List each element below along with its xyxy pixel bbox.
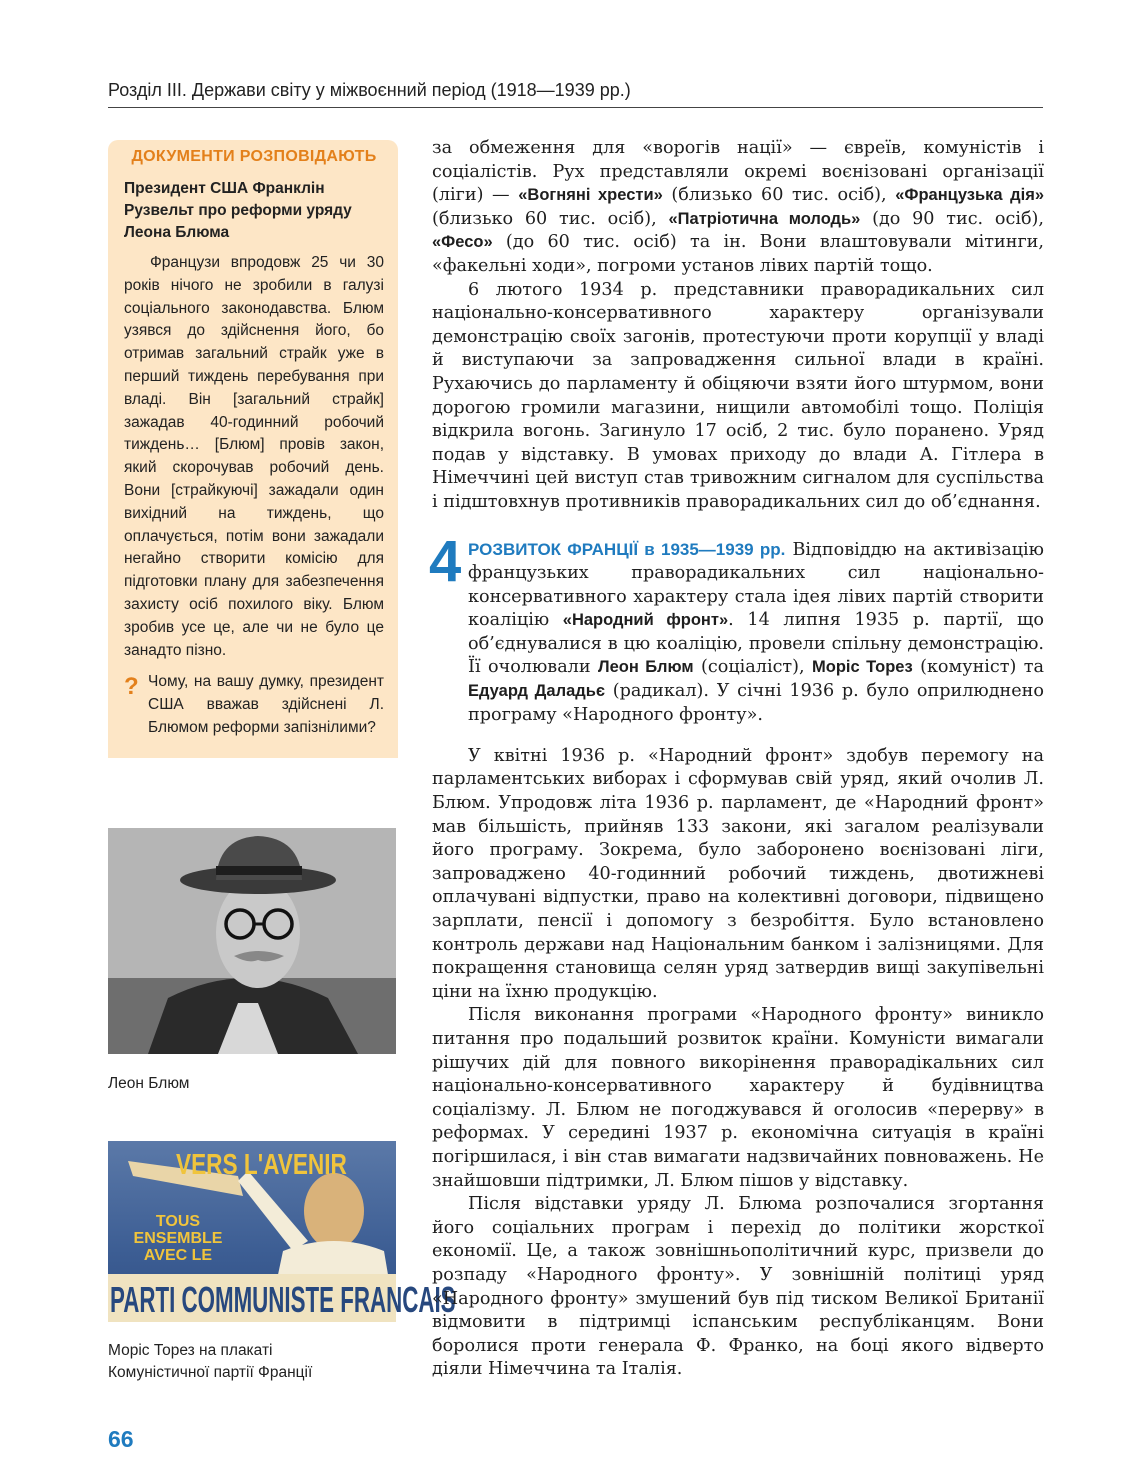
term-popular-front: «Народний фронт» — [562, 611, 729, 630]
section-title: РОЗВИТОК ФРАНЦІЇ в 1935—1939 рр. — [468, 539, 786, 559]
paragraph-after-program: Після виконання програми «Народного фронту» виникло питання про подальший розвиток країни. Комуністи вимагали рішучих дій для повного викорінення праворадікальних сил національно-консервативного характеру й будівництва соціалізму. Л. Блюм не погоджувався й оголосив «перерву» в реформах. У середині 1937 р. економічна ситуація в країні погіршилася, і він став вимагати надзвичайних повноважень. Не знайшовши підтримки, Л. Блюм пішов у відставку. — [432, 1005, 1044, 1191]
sidebar-title: Президент США Франклін Рузвельт про реформи уряду Леона Блюма — [124, 180, 352, 241]
caption-line-2: Комуністичної партії Франції — [108, 1364, 313, 1381]
caption-line-1: Моріс Торез на плакаті — [108, 1342, 273, 1359]
term-action-francaise: «Французька дія» — [895, 186, 1044, 205]
question-block — [124, 671, 384, 739]
poster-slogan-top: VERS L'AVENIR — [176, 1149, 347, 1181]
main-text-column — [429, 137, 1044, 1382]
section-number: 4 — [429, 528, 462, 594]
question-icon: ? — [124, 673, 139, 701]
page-number: 66 — [108, 1426, 134, 1452]
documents-sidebar — [108, 140, 398, 758]
photo-caption-blum: Леон Блюм — [108, 1075, 190, 1092]
term-leon-blum: Леон Блюм — [598, 658, 694, 677]
term-croix-de-feu: «Вогняні хрести» — [518, 186, 663, 205]
section-4-intro: РОЗВИТОК ФРАНЦІЇ в 1935—1939 рр. Відповіддю на активізацію французьких праворадикальних сил національно-консервативного характеру стала ідея лівих партій створити коаліцію «Народний фронт». 14 липня 1935 р. партії, що об’єднувалися в цю коаліцію, провели спільну демонстрацію. Її очолювали Леон Блюм (соціаліст), Моріс Торез (комуніст) та Едуард Даладьє (радикал). У січні 1936 р. було оприлюднено програму «Народного фронту». — [468, 539, 1044, 725]
paragraph-leagues: за обмеження для «ворогів нації» — євреїв, комуністів і соціалістів. Рух представляли окремі воєнізовані організації (ліги) — «Вогняні хрести» (близько 60 тис. осіб), «Французька дія» (близько 60 тис. осіб), «Патріотична молодь» (до 90 тис. осіб), «Фесо» (до 60 тис. осіб) та ін. Вони влаштовували мітинги, «факельні ходи», погроми установ лівих партій тощо. — [432, 138, 1044, 276]
paragraph-after-resignation: Після відставки уряду Л. Блюма розпочалися згортання його соціальних програм і перехід до політики жорсткої економії. Це, а також зовнішньополітичний курс, призвели до розпаду «Народного фронту». У зовнішній політиці уряд «Народного фронту» змушений був під тиском Великої Британії відмовити в підтримці іспанським республіканцям. Вони боролися проти генерала Ф. Франко, на боці якого відверто діяли Німеччина та Італія. — [432, 1194, 1044, 1380]
paragraph-february-1934: 6 лютого 1934 р. представники праворадикальних сил національно-консервативного характеру організували демонстрацію своїх загонів, протестуючи проти корупції у владі й виступаючи за запровадження сильної влади в країні. Рухаючись до парламенту й обіцяючи взяти його штурмом, вони дорогою громили магазини, нищили автомобілі тощо. Поліція відкрила вогонь. Загинуло 17 осіб, 2 тис. було поранено. Уряд подав у відставку. В умовах приходу до влади А. Гітлера в Німеччині цей виступ став тривожним сигналом для суспільства і підштовхнув противників праворадикальних сил до об’єднання. — [432, 279, 1044, 512]
sidebar-quote: Французи впродовж 25 чи 30 років нічого не зробили в галузі соціального законодавства. Блюм узявся до здійснення його, бо отримав загальний страйк уже в перший тиждень перебування при владі. Він [загальний страйк] зажадав 40-годинний робочий тиждень… [Блюм] провів закон, який скорочував робочий день. Вони [страйкуючі] зажадали один вихідний на тиждень, що оплачується, потім вони зажадали негайно створити комісію для підготовки плану для забезпечення захисту осіб похилого віку. Блюм зробив усе це, але чи не було це занадто пізно. — [124, 254, 384, 659]
section-4 — [429, 528, 1044, 728]
term-patriotic-youth: «Патріотична молодь» — [668, 209, 861, 228]
running-header: Розділ III. Держави світу у міжвоєнний період (1918—1939 рр.) — [108, 80, 631, 100]
term-faisceau: «Фесо» — [432, 233, 493, 252]
term-edouard-daladier: Едуард Даладьє — [468, 682, 605, 701]
portrait-illustration — [108, 828, 396, 1054]
photo-caption-thorez — [108, 1340, 312, 1384]
poster-slogan-middle: TOUS ENSEMBLE AVEC LE — [133, 1213, 223, 1264]
leon-blum-photo — [108, 828, 396, 1054]
header-rule — [108, 107, 1043, 108]
thorez-poster-image — [108, 1141, 456, 1322]
poster-slogan-bottom: PARTI COMMUNISTE FRANCAIS — [110, 1279, 456, 1320]
question-text: Чому, на вашу думку, президент США вважав здійснені Л. Блюмом реформи запізнілими? — [148, 673, 384, 736]
sidebar-heading: ДОКУМЕНТИ РОЗПОВІДАЮТЬ — [131, 148, 377, 165]
term-maurice-thorez: Моріс Торез — [812, 658, 913, 677]
paragraph-april-1936: У квітні 1936 р. «Народний фронт» здобув перемогу на парламентських виборах і сформував свій уряд, який очолив Л. Блюм. Упродовж літа 1936 р. парламент, де «Народний фронт» мав більшість, прийняв 133 закони, які загалом реалізували його програму. Зокрема, було заборонено воєнізовані ліги, запроваджено 40-годинний робочий тиждень, двотижневі оплачувані відпустки, право на колективні договори, підвищено зарплати, пенсії і допомогу з безробіття. Було встановлено контроль держави над Національним банком і залізницями. Для покращення становища селян уряд затвердив вищі закупівельні ціни на їхню продукцію. — [432, 745, 1044, 1002]
